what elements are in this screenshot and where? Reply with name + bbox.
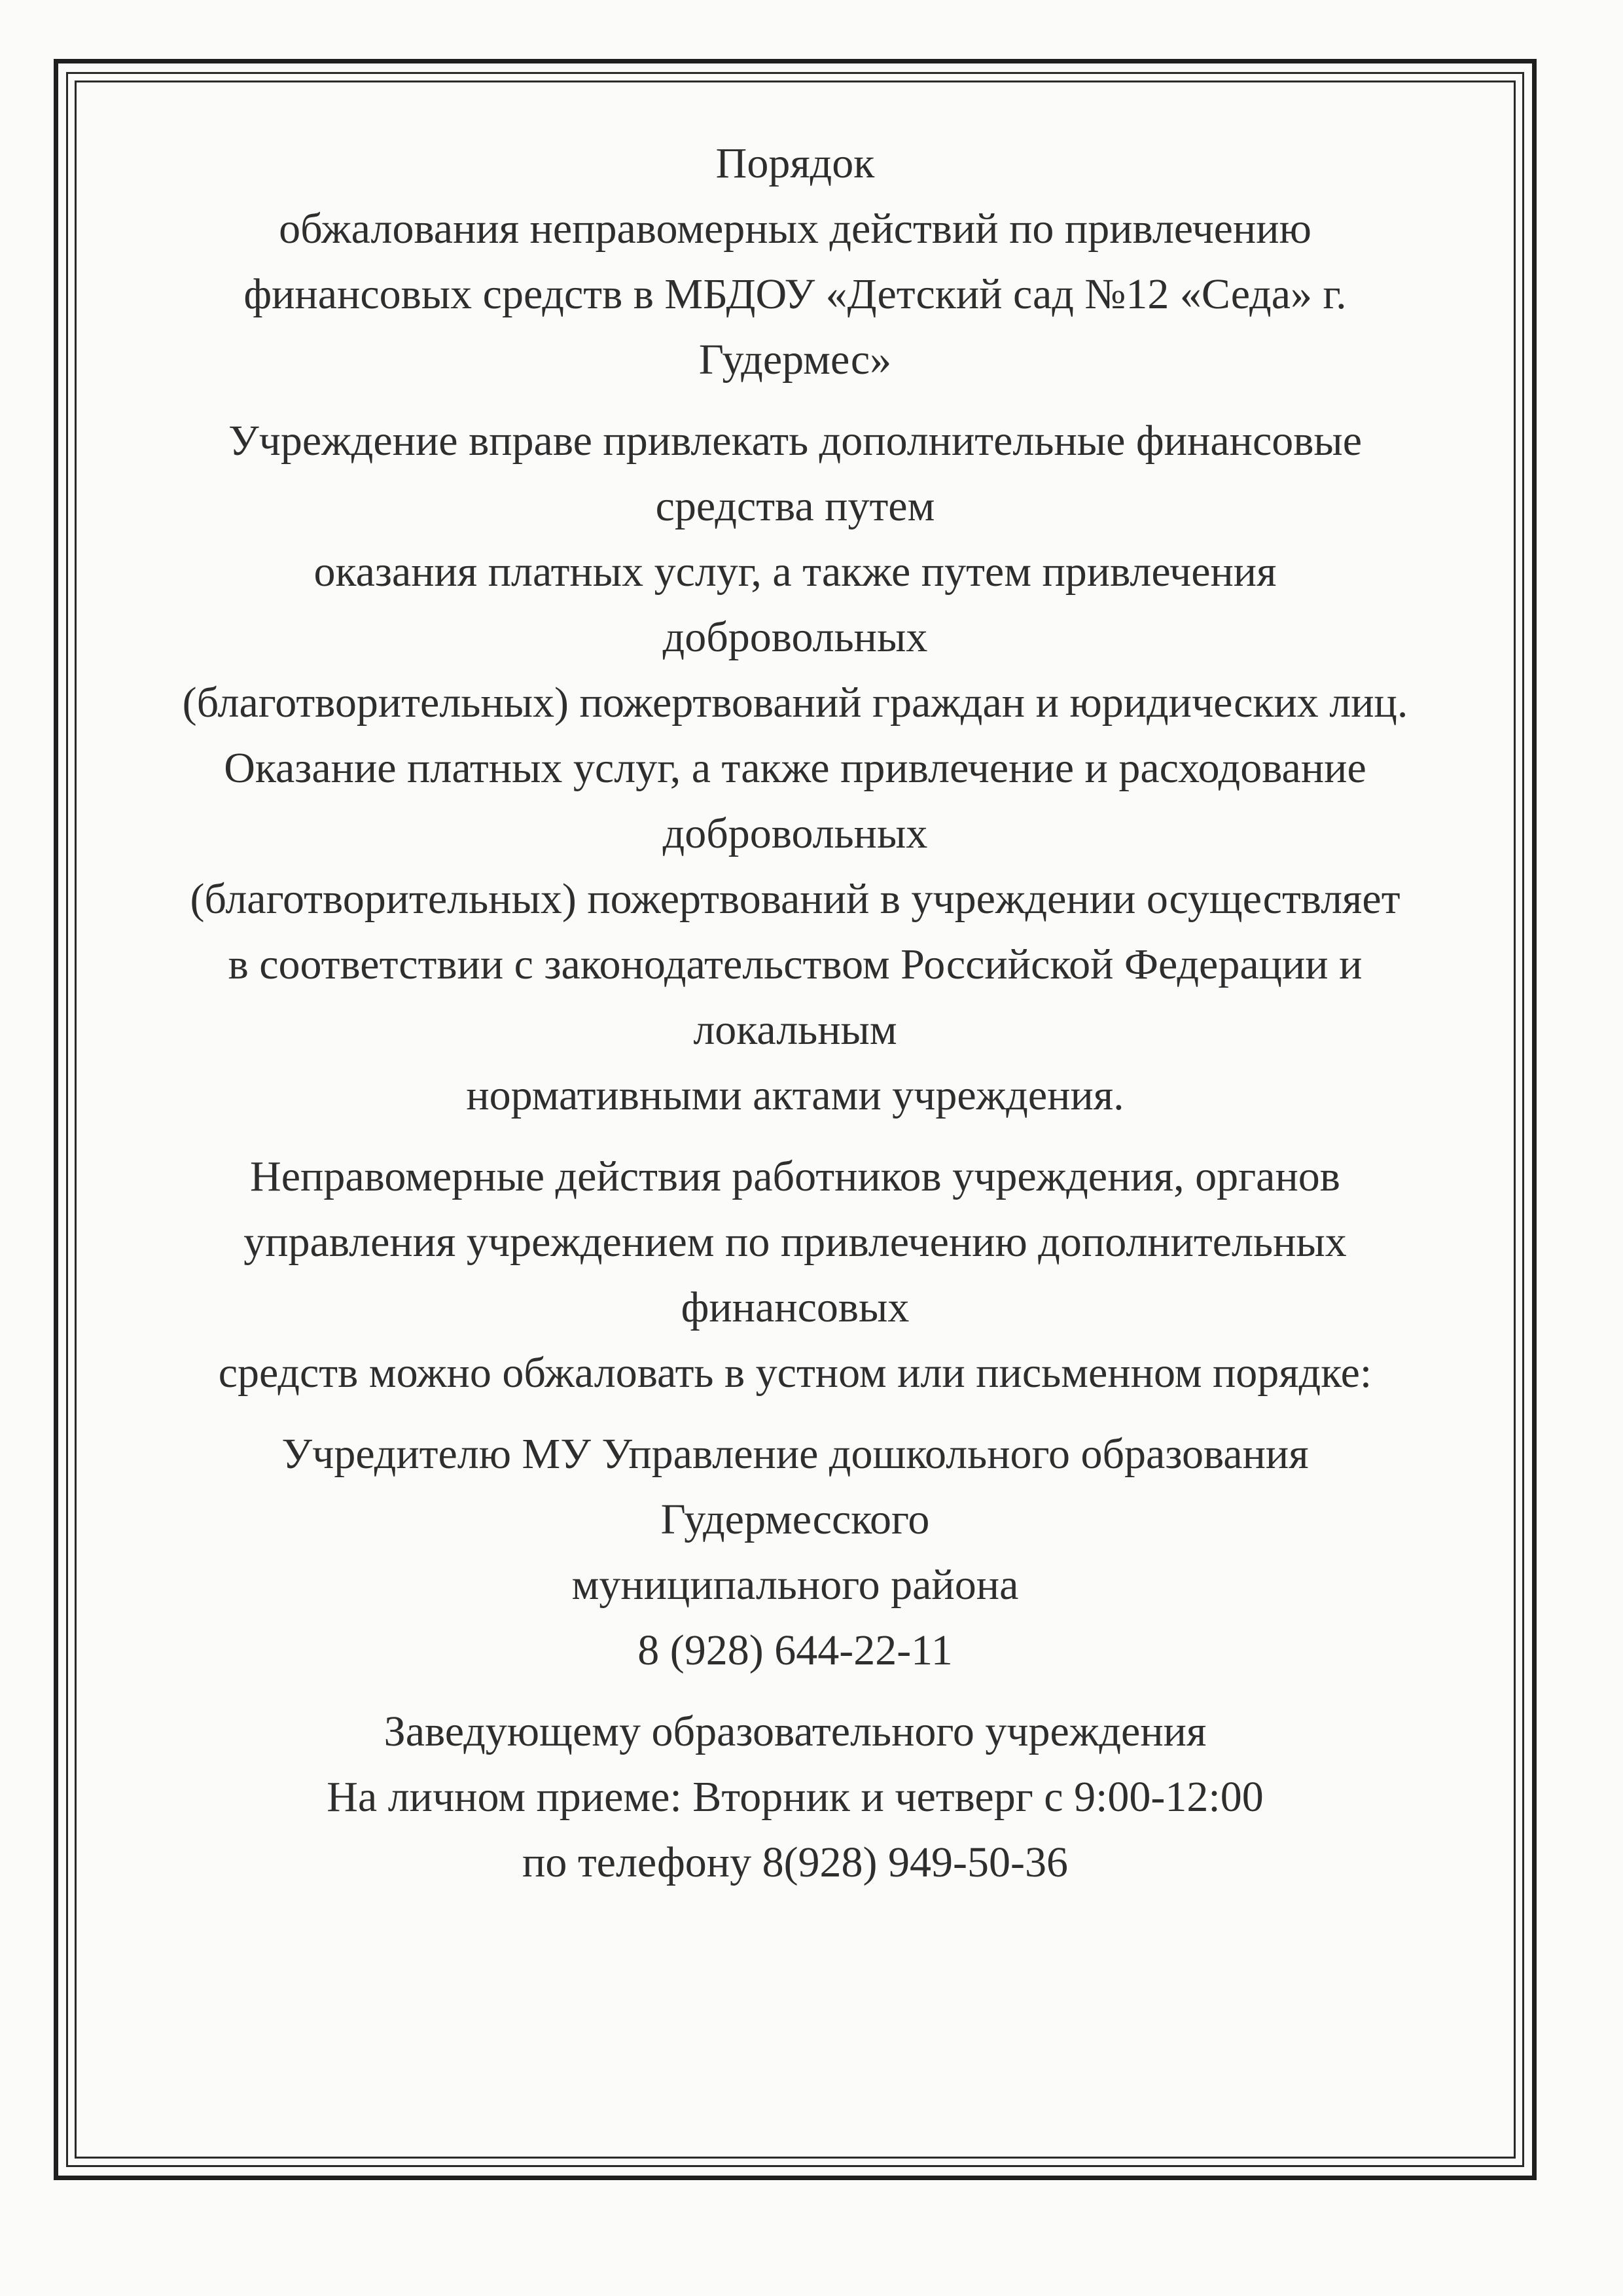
paragraph-line: Учреждение вправе привлекать дополнительные финансовые: [228, 417, 1363, 465]
paragraph-line: Оказание платных услуг, а также привлечение и расходование: [224, 744, 1366, 792]
title-line: Гудермес»: [698, 336, 892, 384]
contact-head: [85, 1699, 1505, 1895]
paragraph-line: локальным: [693, 1006, 897, 1054]
spacer: [85, 1128, 1505, 1144]
paragraph-line: средства путем: [655, 482, 935, 530]
contact-line: Учредителю МУ Управление дошкольного образования: [281, 1430, 1309, 1478]
title-line: финансовых средств в МБДОУ «Детский сад №12 «Седа» г.: [243, 270, 1347, 318]
spacer: [85, 1683, 1505, 1699]
paragraph-line: добровольных: [662, 810, 928, 857]
paragraph-funding: [85, 408, 1505, 1128]
contact-line: муниципального района: [571, 1561, 1019, 1609]
paragraph-line: добровольных: [662, 613, 928, 661]
reception-hours: На личном приеме: Вторник и четверг с 9:00-12:00: [327, 1773, 1264, 1821]
document-title: [85, 131, 1505, 393]
spacer: [85, 1406, 1505, 1422]
document-body: [85, 131, 1505, 1895]
spacer: [85, 393, 1505, 408]
title-heading: Порядок: [715, 139, 875, 187]
founder-phone: 8 (928) 644-22-11: [637, 1626, 953, 1674]
paragraph-complaints: [85, 1144, 1505, 1406]
paragraph-line: средств можно обжаловать в устном или письменном порядке:: [218, 1349, 1372, 1397]
head-phone: по телефону 8(928) 949-50-36: [522, 1839, 1068, 1886]
contact-line: Гудермесского: [660, 1496, 930, 1543]
contact-founder: [85, 1422, 1505, 1683]
paragraph-line: финансовых: [681, 1283, 910, 1331]
paragraph-line: управления учреждением по привлечению дополнительных: [243, 1218, 1347, 1266]
paragraph-line: (благотворительных) пожертвований в учреждении осуществляет: [190, 875, 1400, 923]
paragraph-line: оказания платных услуг, а также путем привлечения: [313, 548, 1277, 596]
title-line: обжалования неправомерных действий по привлечению: [279, 205, 1311, 253]
paragraph-line: Неправомерные действия работников учреждения, органов: [250, 1153, 1340, 1200]
paragraph-line: нормативными актами учреждения.: [466, 1071, 1124, 1119]
head-title: Заведующему образовательного учреждения: [383, 1708, 1207, 1755]
paragraph-line: в соответствии с законодательством Российской Федерации и: [228, 941, 1363, 988]
paragraph-line: (благотворительных) пожертвований граждан и юридических лиц.: [182, 679, 1408, 726]
